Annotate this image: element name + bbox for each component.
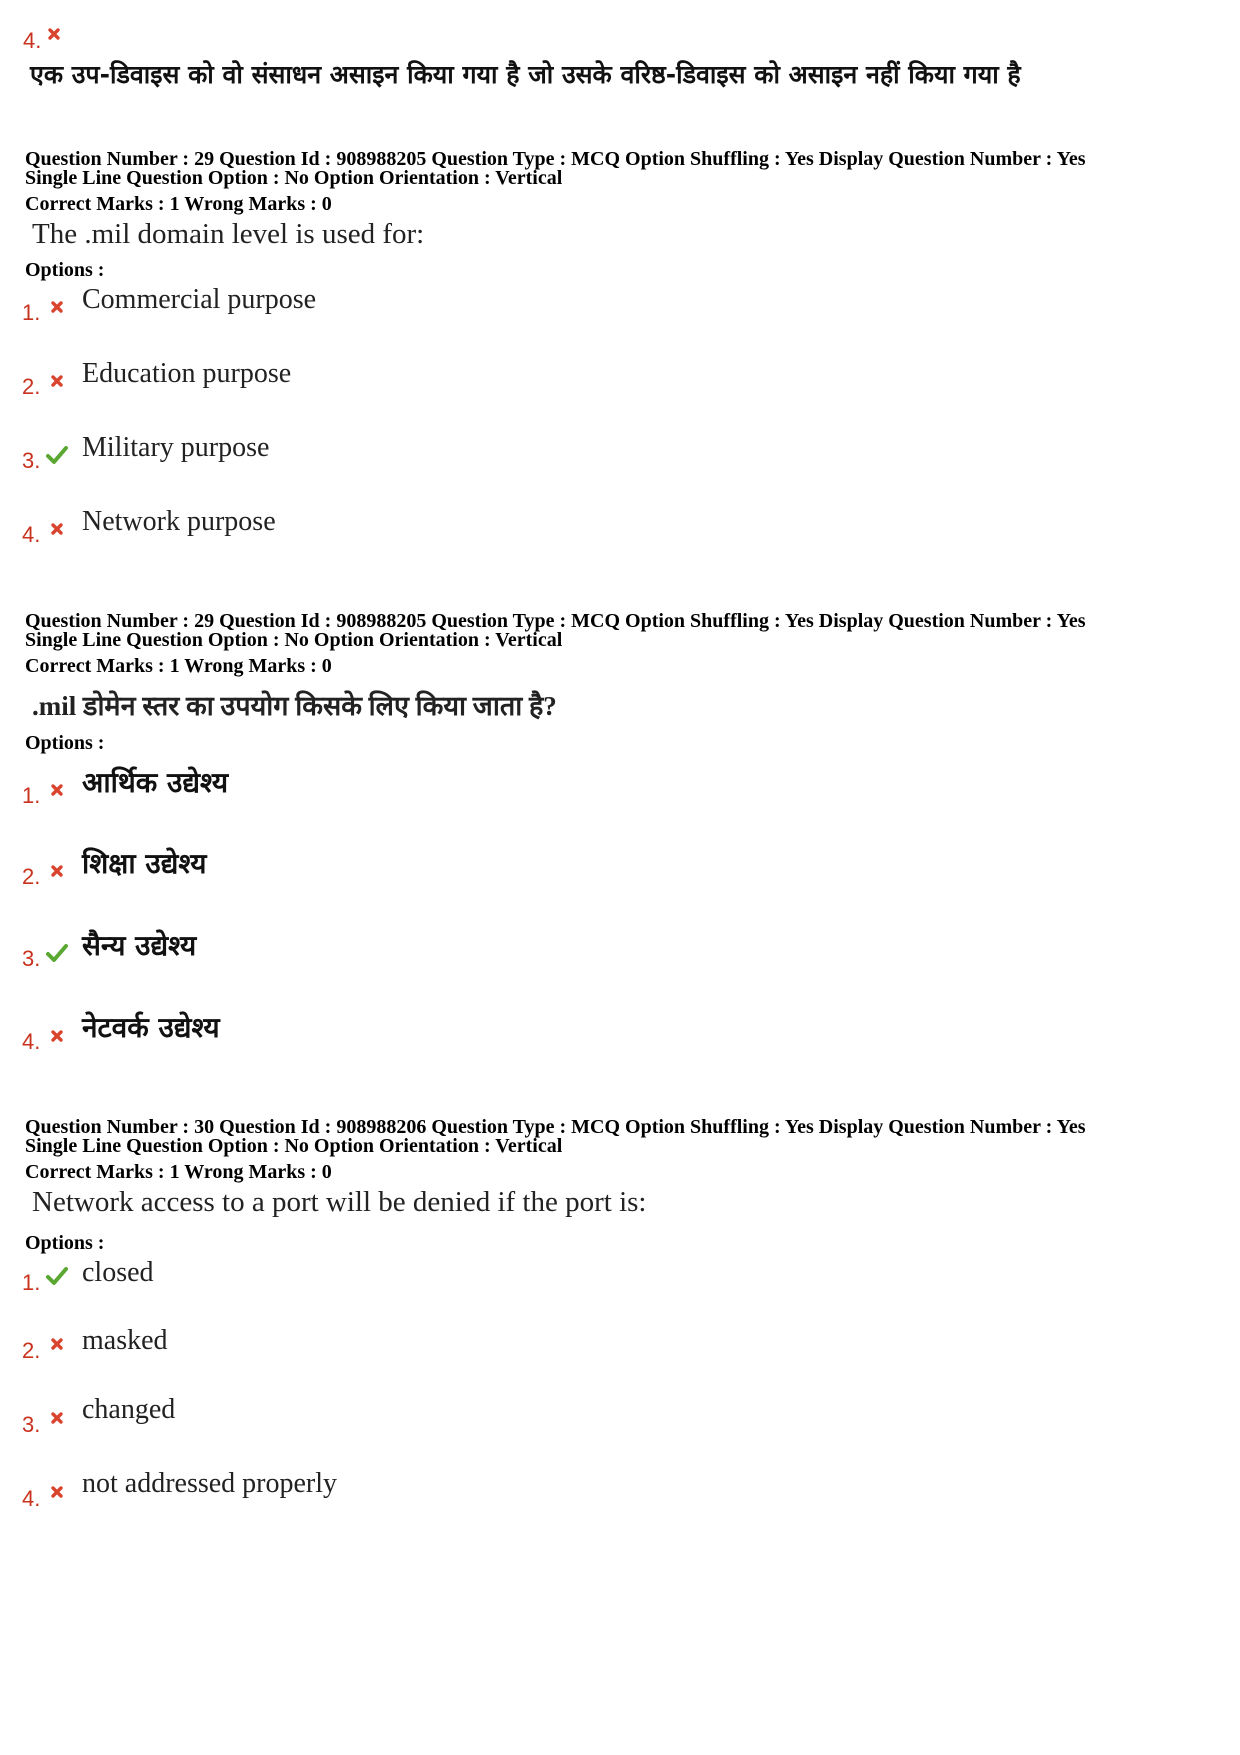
- wrong-mark-icon: [50, 300, 64, 314]
- correct-check-icon: [46, 1266, 68, 1286]
- option-number: 3.: [22, 946, 41, 971]
- question-meta: Single Line Question Option : No Option Orientation : Vertical: [25, 629, 563, 651]
- option-text: शिक्षा उद्येश्य: [82, 847, 207, 880]
- option-text: आर्थिक उद्येश्य: [82, 766, 229, 799]
- option-number: 3.: [22, 448, 41, 473]
- option-text: सैन्य उद्येश्य: [82, 929, 197, 962]
- option-number: 4.: [23, 28, 42, 53]
- option-number: 2.: [22, 864, 41, 889]
- wrong-mark-icon: [50, 783, 64, 797]
- option-text: closed: [82, 1257, 154, 1288]
- hindi-answer-text: एक उप-डिवाइस को वो संसाधन असाइन किया गया है जो उसके वरिष्ठ-डिवाइस को असाइन नहीं किया गया है: [30, 60, 1021, 89]
- wrong-mark-icon: [50, 1337, 64, 1351]
- options-label: Options :: [25, 1232, 105, 1254]
- option-number: 4.: [22, 522, 41, 547]
- correct-check-icon: [46, 943, 68, 963]
- question-meta: Question Number : 30 Question Id : 908988206 Question Type : MCQ Option Shuffling : Yes Display Question Number : Yes: [25, 1116, 1086, 1138]
- option-text: Education purpose: [82, 358, 292, 389]
- option-number: 1.: [22, 300, 41, 325]
- option-text: नेटवर्क उद्येश्य: [82, 1011, 220, 1044]
- option-text: Military purpose: [82, 432, 270, 463]
- option-number: 3.: [22, 1412, 41, 1437]
- wrong-mark-icon: [50, 522, 64, 536]
- question-marks: Correct Marks : 1 Wrong Marks : 0: [25, 655, 332, 677]
- option-number: 4.: [22, 1486, 41, 1511]
- question-marks: Correct Marks : 1 Wrong Marks : 0: [25, 1161, 332, 1183]
- wrong-mark-icon: [50, 1411, 64, 1425]
- option-number: 2.: [22, 1338, 41, 1363]
- question-text: The .mil domain level is used for:: [32, 218, 425, 250]
- option-text: not addressed properly: [82, 1468, 338, 1499]
- option-number: 4.: [22, 1029, 41, 1054]
- wrong-mark-icon: [50, 1485, 64, 1499]
- option-number: 2.: [22, 374, 41, 399]
- question-text: .mil डोमेन स्तर का उपयोग किसके लिए किया जाता है?: [32, 691, 557, 721]
- question-text: Network access to a port will be denied if the port is:: [32, 1186, 647, 1218]
- wrong-mark-icon: [47, 27, 61, 41]
- question-meta: Question Number : 29 Question Id : 908988205 Question Type : MCQ Option Shuffling : Yes Display Question Number : Yes: [25, 148, 1086, 170]
- option-text: Commercial purpose: [82, 284, 317, 315]
- option-number: 1.: [22, 783, 41, 808]
- option-text: masked: [82, 1325, 168, 1356]
- options-label: Options :: [25, 259, 105, 281]
- option-text: Network purpose: [82, 506, 276, 537]
- wrong-mark-icon: [50, 374, 64, 388]
- correct-check-icon: [46, 445, 68, 465]
- option-number: 1.: [22, 1270, 41, 1295]
- question-meta: Single Line Question Option : No Option Orientation : Vertical: [25, 1135, 563, 1157]
- question-meta: Single Line Question Option : No Option Orientation : Vertical: [25, 167, 563, 189]
- wrong-mark-icon: [50, 1029, 64, 1043]
- wrong-mark-icon: [50, 864, 64, 878]
- question-meta: Question Number : 29 Question Id : 908988205 Question Type : MCQ Option Shuffling : Yes Display Question Number : Yes: [25, 610, 1086, 632]
- question-marks: Correct Marks : 1 Wrong Marks : 0: [25, 193, 332, 215]
- options-label: Options :: [25, 732, 105, 754]
- option-text: changed: [82, 1394, 176, 1425]
